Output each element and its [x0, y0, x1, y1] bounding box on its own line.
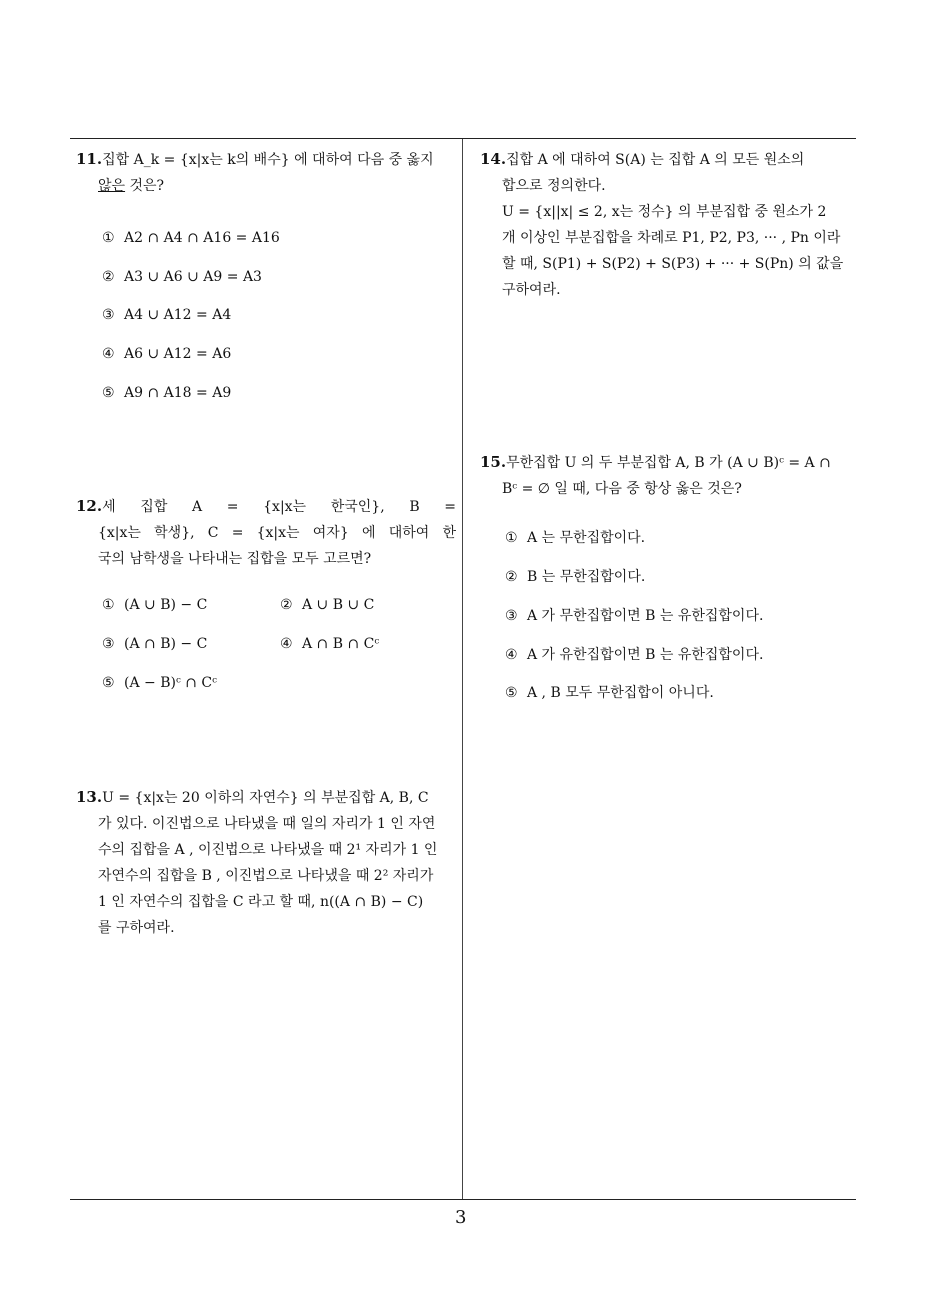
- question-13-line-3: 수의 집합을 A , 이진법으로 나타냈을 때 2¹ 자리가 1 인: [98, 842, 438, 858]
- choice-2[interactable]: ② A3 ∪ A6 ∪ A9 = A3: [102, 269, 262, 285]
- choice-1[interactable]: ① A2 ∩ A4 ∩ A16 = A16: [102, 230, 280, 246]
- question-13-line-5: 1 인 자연수의 집합을 C 라고 할 때, n((A ∩ B) − C): [98, 894, 424, 910]
- page-number: 3: [455, 1207, 467, 1228]
- choice-2[interactable]: ② B 는 무한집합이다.: [505, 569, 646, 585]
- choice-2[interactable]: ② A ∪ B ∪ C: [280, 597, 375, 613]
- question-13-line-4: 자연수의 집합을 B , 이진법으로 나타냈을 때 2² 자리가: [98, 868, 434, 884]
- question-12-number: 12.: [76, 497, 103, 515]
- question-13-number: 13.: [76, 788, 103, 806]
- question-13-line-1: 13.U = {x|x는 20 이하의 자연수} 의 부분집합 A, B, C: [76, 788, 429, 806]
- question-14-number: 14.: [480, 150, 507, 168]
- question-14: [480, 146, 858, 303]
- question-15-line-2: Bᶜ = ∅ 일 때, 다음 중 항상 옳은 것은?: [502, 481, 742, 497]
- choice-3[interactable]: ③ A4 ∪ A12 = A4: [102, 307, 232, 323]
- question-11-line-1: 11.집합 A_k = {x|x는 k의 배수} 에 대하여 다음 중 옳지: [76, 150, 434, 168]
- underlined-word: 않은: [98, 178, 126, 194]
- question-11-line-2: 않은 것은?: [98, 178, 165, 194]
- question-11: [76, 146, 456, 199]
- choice-5[interactable]: ⑤ (A − B)ᶜ ∩ Cᶜ: [102, 675, 217, 691]
- question-14-line-4: 개 이상인 부분집합을 차례로 P1, P2, P3, ··· , Pn 이라: [502, 230, 841, 246]
- question-12: [76, 493, 456, 572]
- question-12-line-1: 12.세 집합 A = {x|x는 한국인}, B =: [76, 497, 456, 515]
- choice-1[interactable]: ① A 는 무한집합이다.: [505, 530, 646, 546]
- bottom-rule: [70, 1199, 856, 1200]
- choice-3[interactable]: ③ A 가 무한집합이면 B 는 유한집합이다.: [505, 608, 764, 624]
- question-14-line-1: 14.집합 A 에 대하여 S(A) 는 집합 A 의 모든 원소의: [480, 150, 805, 168]
- question-15-number: 15.: [480, 453, 507, 471]
- question-13-line-6: 를 구하여라.: [98, 920, 175, 936]
- top-rule: [70, 138, 856, 139]
- question-12-line-2: {x|x는 학생}, C = {x|x는 여자} 에 대하여 한: [98, 525, 456, 541]
- choice-4[interactable]: ④ A6 ∪ A12 = A6: [102, 346, 232, 362]
- choice-4[interactable]: ④ A ∩ B ∩ Cᶜ: [280, 636, 380, 652]
- question-14-line-3: U = {x||x| ≤ 2, x는 정수} 의 부분집합 중 원소가 2: [502, 204, 827, 220]
- choice-5[interactable]: ⑤ A , B 모두 무한집합이 아니다.: [505, 685, 714, 701]
- question-14-line-6: 구하여라.: [502, 282, 561, 298]
- question-12-line-3: 국의 남학생을 나타내는 집합을 모두 고르면?: [98, 551, 372, 567]
- question-14-line-2: 합으로 정의한다.: [502, 178, 606, 194]
- column-divider: [462, 139, 463, 1200]
- question-13-line-2: 가 있다. 이진법으로 나타냈을 때 일의 자리가 1 인 자연: [98, 816, 436, 832]
- question-15-line-1: 15.무한집합 U 의 두 부분집합 A, B 가 (A ∪ B)ᶜ = A ∩: [480, 453, 831, 471]
- choice-1[interactable]: ① (A ∪ B) − C: [102, 597, 208, 613]
- question-13: [76, 784, 456, 941]
- choice-4[interactable]: ④ A 가 유한집합이면 B 는 유한집합이다.: [505, 647, 764, 663]
- question-14-line-5: 할 때, S(P1) + S(P2) + S(P3) + ··· + S(Pn) 의 값을: [502, 256, 844, 272]
- choice-5[interactable]: ⑤ A9 ∩ A18 = A9: [102, 385, 232, 401]
- choice-3[interactable]: ③ (A ∩ B) − C: [102, 636, 208, 652]
- question-11-number: 11.: [76, 150, 103, 168]
- question-15: [480, 449, 858, 502]
